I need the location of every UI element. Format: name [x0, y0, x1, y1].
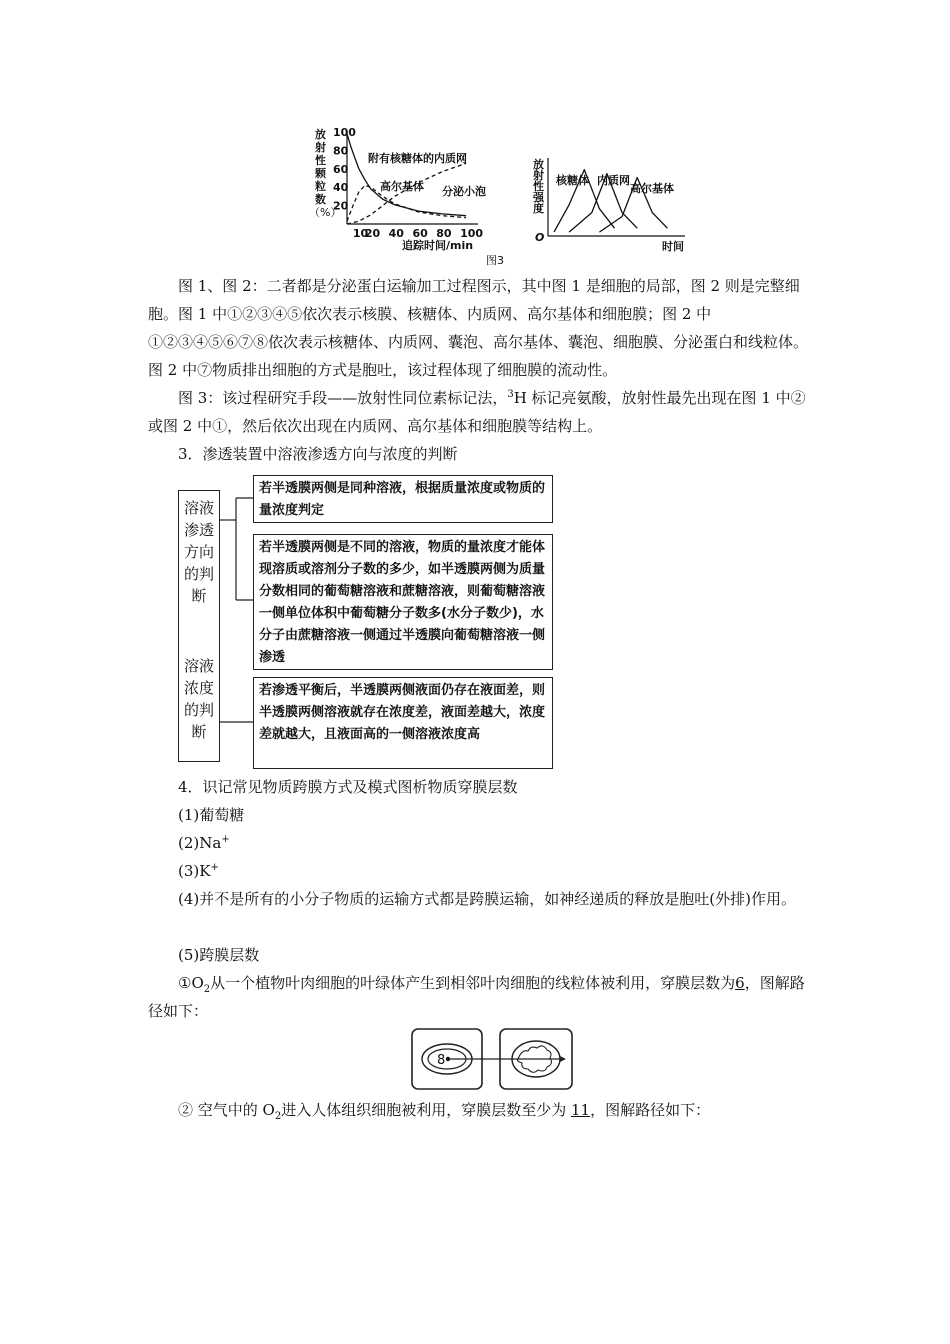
left-ylabel-3: 性: [315, 154, 326, 167]
left-ylabel-4: 颗: [315, 167, 326, 180]
left-x-tick-label: 10: [352, 227, 369, 240]
left-y-tick-label: 40: [333, 181, 349, 195]
left-y-tick-label: 80: [333, 144, 349, 158]
left-x-tick-label: 40: [388, 227, 404, 240]
item-5: (5)跨膜层数: [178, 946, 260, 964]
heading-3: 3．渗透装置中溶液渗透方向与浓度的判断: [178, 445, 458, 463]
left-ylabel-1: 放: [315, 128, 326, 141]
left-ylabel-unit: （%）: [309, 206, 342, 219]
right-chart: [532, 157, 685, 253]
left-ylabel-2: 射: [315, 141, 326, 154]
thylakoid-glyph: 8: [437, 1053, 446, 1068]
paragraph-figure3: [148, 384, 808, 440]
left-y-tick-label: 100: [333, 126, 356, 139]
left-xlabel: 追踪时间/min: [402, 239, 474, 252]
right-ylabel-5: 度: [533, 202, 544, 215]
left-chart: [309, 126, 486, 252]
left-x-tick-label: 100: [460, 227, 484, 240]
case-2: ② 空气中的 $O_2$进入人体组织细胞被利用，穿膜层数至少为 11，图解路径如下：: [178, 1101, 711, 1122]
paragraph-figure1-2: 图 1、图 2：二者都是分泌蛋白运输加工过程图示，其中图 1 是细胞的局部，图 2 则是完整细胞。图 1 中①②③④⑤依次表示核膜、核糖体、内质网、高尔基体和细胞膜；图 2 中①②③④⑤⑥⑦⑧依次表示核糖体、内质网、囊泡、高尔基体、囊泡、细胞膜、分泌蛋白和线粒体。图 2 中⑦物质排出细胞的方式是胞吐，该过程体现了细胞膜的流动性。: [148, 277, 809, 379]
case-2-number: 11: [571, 1101, 591, 1119]
left-y-tick-label: 60: [333, 162, 349, 176]
side-label-direction: 溶液 渗透 方向 的判 断: [183, 499, 214, 605]
bracket-lines: [218, 470, 258, 730]
right-ylabel-4: 强: [533, 191, 544, 204]
item-3: (3)K+: [178, 862, 219, 880]
left-series-line-0: [347, 134, 466, 216]
figure3-caption: 图3: [486, 254, 504, 267]
left-curve-label-golgi: 高尔基体: [380, 180, 424, 193]
right-xlabel: 时间: [662, 240, 684, 253]
heading-4: 4．识记常见物质跨膜方式及模式图析物质穿膜层数: [178, 778, 518, 796]
right-peak-label-ribosome: 核糖体: [556, 174, 589, 187]
left-ylabel-5: 粒: [315, 180, 326, 193]
left-x-tick-label: 60: [412, 227, 428, 240]
side-label-concentration: 溶液 浓度 的判 断: [183, 657, 214, 741]
left-x-tick-label: 20: [364, 227, 381, 240]
p2-text-b: H 标记亮氨酸，放射性最先出现在图 1 中②或图 2 中①，然后依次出现在内质网、高尔基体和细胞膜等结构上。: [148, 389, 806, 435]
box-different-solution: 若半透膜两侧是不同的溶液，物质的量浓度才能体现溶质或溶剂分子数的多少，如半透膜两侧为质量分数相同的葡萄糖溶液和蔗糖溶液，则葡萄糖溶液一侧单位体积中葡萄糖分子数多(水分子数少)，水分子由蔗糖溶液一侧通过半透膜向葡萄糖溶液一侧渗透: [253, 534, 553, 670]
p2-text-a: 图 3：该过程研究手段——放射性同位素标记法，: [178, 389, 508, 407]
right-ylabel-2: 射: [533, 169, 544, 182]
right-ylabel-3: 性: [533, 180, 544, 193]
box-same-solution: 若半透膜两侧是同种溶液，根据质量浓度或物质的量浓度判定: [253, 475, 553, 523]
right-peak-label-golgi: 高尔基体: [630, 182, 674, 195]
left-x-tick-label: 80: [436, 227, 452, 240]
left-y-tick-label: 20: [333, 199, 349, 213]
item-2: (2)Na+: [178, 834, 230, 852]
left-curve-label-vesicle: 分泌小泡: [442, 185, 486, 198]
left-curve-label-er: 附有核糖体的内质网: [368, 152, 467, 165]
case-1: $①O_2$从一个植物叶肉细胞的叶绿体产生到相邻叶肉细胞的线粒体被利用，穿膜层数为6，图解路径如下：: [148, 974, 805, 1020]
item-4: (4)并不是所有的小分子物质的运输方式都是跨膜运输，如神经递质的释放是胞吐(外排)作用。: [178, 890, 796, 908]
case-1-number: 6: [735, 974, 745, 992]
item-1: (1)葡萄糖: [178, 806, 245, 824]
p2-sup: 3: [507, 389, 514, 400]
box-concentration: 若渗透平衡后，半透膜两侧液面仍存在液面差，则半透膜两侧溶液就存在浓度差，液面差越大，浓度差就越大，且液面高的一侧溶液浓度高: [253, 677, 553, 769]
left-ylabel-6: 数: [315, 193, 326, 206]
right-ylabel-1: 放: [533, 158, 544, 171]
membrane-path-diagram: [410, 1027, 575, 1093]
figure3: [300, 118, 700, 268]
right-peak-label-er: 内质网: [597, 174, 630, 187]
right-origin: O: [535, 231, 545, 244]
